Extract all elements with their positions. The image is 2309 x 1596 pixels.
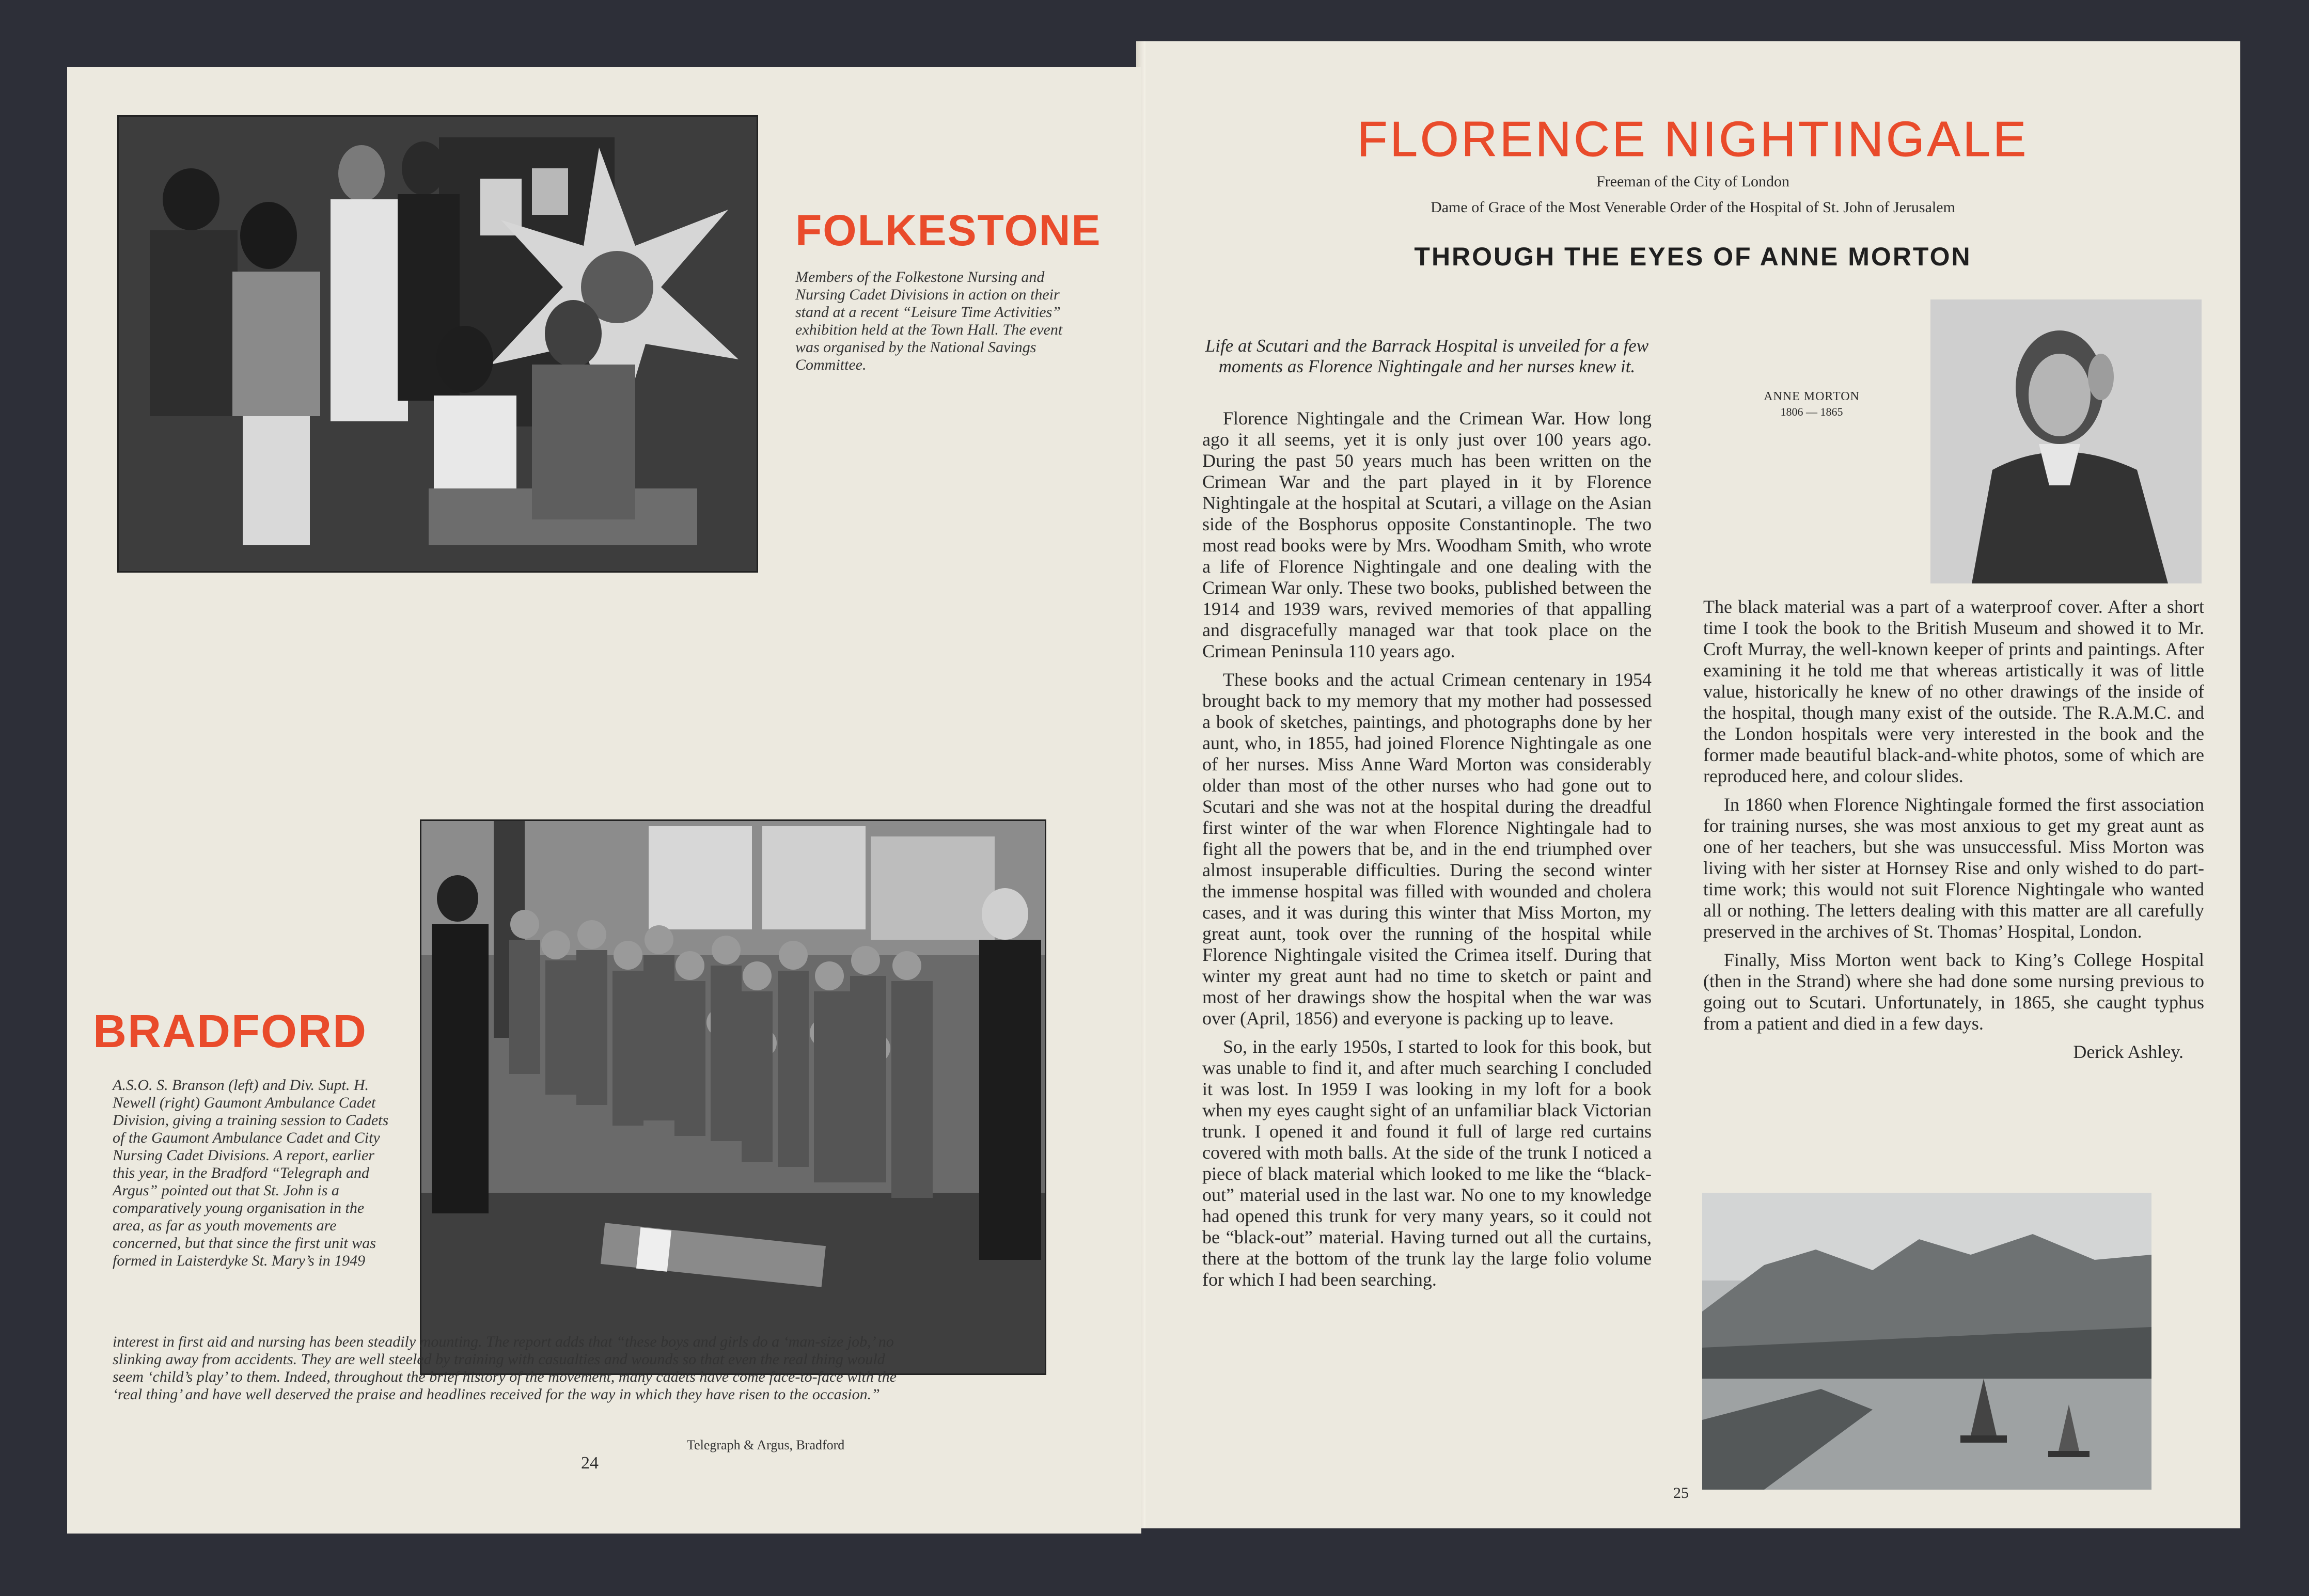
folkestone-title: FOLKESTONE bbox=[795, 206, 1102, 255]
intro-text: Life at Scutari and the Barrack Hospital is unveiled for a few moments as Florence Nightingale and her nurses knew it. bbox=[1205, 336, 1649, 376]
bradford-title: BRADFORD bbox=[93, 1006, 367, 1057]
section-heading: THROUGH THE EYES OF ANNE MORTON bbox=[1414, 242, 1972, 271]
folkestone-caption: Members of the Folkestone Nursing and Nursing Cadet Divisions in action on their stand at a recent “Leisure Time Activities” exhibition held at the Town Hall. The event was organised by the National Savings Committee. bbox=[795, 268, 1063, 373]
article-title: FLORENCE NIGHTINGALE bbox=[1357, 112, 2029, 167]
article-column-1 bbox=[1202, 408, 1652, 1298]
col2-paragraph-2: In 1860 when Florence Nightingale formed the first association for training nurses, she was most anxious to get my great aunt as one of her teachers, but she was unsuccessful. Miss Morton was living with her sister at Hornsey Rise and only wished to do part-time work; this would not suit Florence Nightingale who wanted all or nothing. The letters dealing with this matter are all carefully preserved in the archives of St. Thomas’ Hospital, London. bbox=[1703, 794, 2204, 942]
scutari-landscape bbox=[1702, 1193, 2151, 1490]
anne-morton-portrait bbox=[1930, 299, 2202, 583]
left-page bbox=[67, 67, 1141, 1534]
author-signature: Derick Ashley. bbox=[2073, 1041, 2184, 1062]
bradford-caption-narrow: A.S.O. S. Branson (left) and Div. Supt. H. Newell (right) Gaumont Ambulance Cadet Division, giving a training session to Cadets of the Gaumont Ambulance Cadet and City Nursing Cadet Divisions. A report, earlier this year, in the Bradford “Telegraph and Argus” pointed out that St. John is a comparatively young organisation in the area, as far as youth movements are concerned, but that since the first unit was formed in Laisterdyke St. Mary’s in 1949 bbox=[113, 1077, 389, 1269]
right-page bbox=[1145, 41, 2240, 1528]
portrait-caption-dates: 1806 — 1865 bbox=[1780, 405, 1843, 418]
bradford-caption-wide: interest in first aid and nursing has been steadily mounting. The report adds that “these boys and girls do a ‘man-size job,’ no slinking away from accidents. They are well steeled by training with casualties and wounds so that even the real thing would seem ‘child’s play’ to them. Indeed, throughout the brief history of the movement, many cadets have come face-to-face with the ‘real thing’ and have well deserved the praise and headlines received for the way in which they have risen to the occasion.” bbox=[113, 1333, 897, 1403]
col1-paragraph-3: So, in the early 1950s, I started to look for this book, but was unable to find it, and after much searching I concluded it was lost. In 1959 I was looking in my loft for a book when my eyes caught sight of an unfamiliar black Victorian trunk. I opened it and found it full of large red curtains covered with moth balls. At the side of the trunk I noticed a piece of black material which looked to me like the “black-out” material used in the last war. No one to my knowledge had opened this trunk for very many years, so it could not be “black-out” material. Having turned out all the curtains, there at the bottom of the trunk lay the large folio volume for which I had been searching. bbox=[1202, 1036, 1652, 1290]
page-number-right: 25 bbox=[1673, 1484, 1689, 1502]
col2-paragraph-1: The black material was a part of a waterproof cover. After a short time I took the book to the British Museum and showed it to Mr. Croft Murray, the well-known keeper of prints and paintings. After examining it he told me that whereas artistically it was of little value, historically he knew of no other drawings of the inside of the hospital, though many exist of the outside. The R.A.M.C. and the London hospitals were very interested in the book and the former made beautiful black-and-white photos, some of which are reproduced here, and colour slides. bbox=[1703, 596, 2204, 786]
col1-paragraph-1: Florence Nightingale and the Crimean War. How long ago it all seems, yet it is only just over 100 years ago. During the past 50 years much has been written on the Crimean War and the part played in it by Florence Nightingale at the hospital at Scutari, a village on the Asian side of the Bosphorus opposite Constantinople. The two most read books were by Mrs. Woodham Smith, who wrote a life of Florence Nightingale and one dealing with the Crimean War only. These two books, published between the 1914 and 1939 wars, revived memories of that appalling and disgracefully managed war that took place on the Crimean Peninsula 110 years ago. bbox=[1202, 408, 1652, 661]
folkestone-photo bbox=[117, 115, 758, 573]
bradford-credit: Telegraph & Argus, Bradford bbox=[687, 1437, 845, 1452]
article-column-2 bbox=[1703, 596, 2204, 1063]
subtitle-dame: Dame of Grace of the Most Venerable Order of the Hospital of St. John of Jerusalem bbox=[1431, 199, 1955, 216]
subtitle-freeman: Freeman of the City of London bbox=[1596, 173, 1790, 190]
col2-paragraph-3: Finally, Miss Morton went back to King’s College Hospital (then in the Strand) where she had done some nursing previous to going out to Scutari. Unfortunately, in 1865, she caught typhus from a patient and died in a few days. bbox=[1703, 950, 2204, 1034]
portrait-caption-name: ANNE MORTON bbox=[1764, 390, 1860, 403]
bradford-photo bbox=[420, 819, 1046, 1375]
col1-paragraph-2: These books and the actual Crimean centenary in 1954 brought back to my memory that my mother had possessed a book of sketches, paintings, and photographs done by her aunt, who, in 1855, had joined Florence Nightingale as one of her nurses. Miss Anne Ward Morton was considerably older than most of the other nurses who had gone out to Scutari and she was not at the hospital during the dreadful first winter of the war when Florence Nightingale had to fight all the powers that be, and in the end triumphed over almost insuperable difficulties. During the second winter the immense hospital was filled with wounded and cholera cases, and it was during this winter that Miss Morton, my great aunt, took over the running of the hospital while Florence Nightingale visited the Crimea itself. During that winter my great aunt had no time to sketch or paint and most of her drawings show the hospital when the war was over (April, 1856) and everyone is packing up to leave. bbox=[1202, 669, 1652, 1029]
page-number-left: 24 bbox=[581, 1453, 599, 1473]
